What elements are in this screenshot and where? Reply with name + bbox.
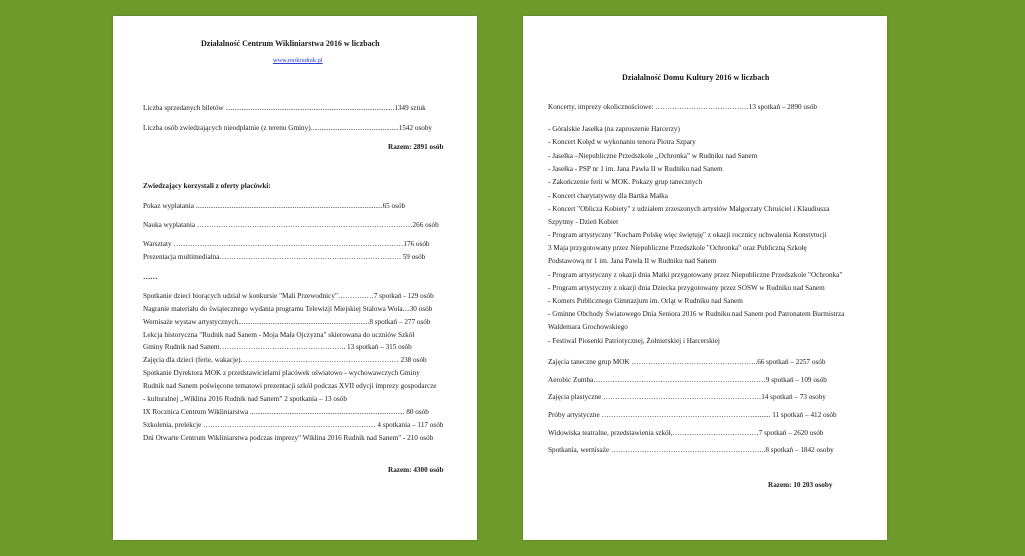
list-item: - Koncert "Oblicza Kobiety" z udziałem zrzeszonych artystów Małgorzaty Chruściel i Klaudiusza <box>548 205 830 213</box>
page-title: Działalność Centrum Wikliniarstwa 2016 w liczbach <box>201 39 380 48</box>
list-item: Szpytmy - Dzień Kobiet <box>548 218 619 226</box>
text-line: Gminy Rudnik nad Sanem…………………………………………….. 13 spotkań – 315 osób <box>143 343 412 351</box>
text-line: Wernisaże wystaw artystycznych.........................................................................8 spotkań – 277 osób <box>143 318 431 326</box>
list-item: - Gminne Obchody Światowego Dnia Seniora 2016 w Rudniku nad Sanem pod Patronatem Burmistrza <box>548 310 845 318</box>
text-line: Prezentacja multimedialna…………………………………………………………………. 59 osób <box>143 253 426 261</box>
document-page-left <box>113 16 477 540</box>
section-heading: Zwiedzający korzystali z oferty placówki: <box>143 182 271 190</box>
text-line: Zajęcia taneczne grup MOK ……………………………………………..66 spotkań – 2257 osób <box>548 358 826 366</box>
total-line: Razem: 4300 osób <box>388 466 444 474</box>
text-line: Spotkania, wernisaże ………………………………………………………..8 spotkań – 1842 osoby <box>548 446 834 454</box>
list-item: Podstawową nr 1 im. Jana Pawła II w Rudniku nad Sanem <box>548 257 717 265</box>
page-title: Działalność Domu Kultury 2016 w liczbach <box>622 73 770 82</box>
total-line: Razem: 2891 osób <box>388 143 444 151</box>
list-item: - Koncert Kolęd w wykonaniu tenora Piotra Szpary <box>548 138 696 146</box>
website-link[interactable]: www.mokrudnik.pl <box>273 57 323 64</box>
list-item: 3 Maja przygotowany przez Niepubliczne Przedszkole "Ochronka" oraz Publiczną Szkołę <box>548 244 807 252</box>
list-item: - Program artystyczny z okazji dnia Dziecka przygotowany przez SOSW w Rudniku nad Sanem <box>548 284 825 292</box>
text-line: Liczba sprzedanych biletów ..............................................................................................1349 sztuk <box>143 104 426 112</box>
list-item: - Jasełka –Niepubliczne Przedszkole ,,Ochronka” w Rudniku nad Sanem <box>548 152 758 160</box>
list-item: - Jasełka - PSP nr 1 im. Jana Pawła II w Rudniku nad Sanem <box>548 165 723 173</box>
list-item: - Zakończenie ferii w MOK. Pokazy grup tanecznych <box>548 178 703 186</box>
list-item: - Komers Publicznego Gimnazjum im. Orląt w Rudniku nad Sanem <box>548 297 743 305</box>
text-line: Pokaz wyplatania ........................................................................................................65 osób <box>143 202 406 210</box>
list-item: Waldemara Grochowskiego <box>548 323 628 331</box>
text-line: Warsztaty ……………………………………………………………………………………176 osób <box>143 240 430 248</box>
document-page-right <box>523 16 887 540</box>
list-item: - Festiwal Piosenki Patriotycznej, Żołnierskiej i Harcerskiej <box>548 337 720 345</box>
list-item: - Koncert charytatywny dla Bartka Małka <box>548 192 668 200</box>
text-line: Rudnik nad Sanem poświęcone tematowi prezentacji szkół podczas XVII edycji imprezy gospodarcze <box>143 382 437 390</box>
text-line: Zajęcia plastyczne …………………………………………………………14 spotkań – 73 osoby <box>548 393 826 401</box>
text-line: Nauka wyplatania ………………………………………………………………………………266 osób <box>143 221 439 229</box>
text-line: Lekcja historyczna "Rudnik nad Sanem - Moja Mała Ojczyzna" skierowana do uczniów Szkół <box>143 331 415 339</box>
text-line: IX Rocznica Centrum Wikliniarstwa ...................................................................................... 80 osób <box>143 408 429 416</box>
text-line: Spotkanie Dyrektora MOK z przedstawicielami placówek oświatowo - wychowawczych Gminy <box>143 369 420 377</box>
list-item: - Góralskie Jasełka (na zaproszenie Harcerzy) <box>548 125 680 133</box>
text-line: Zajęcia dla dzieci (ferie, wakacje)………………………………………………………… 238 osób <box>143 356 427 364</box>
text-line: - kulturalnej ,,Wiklina 2016 Rudnik nad Sanem” 2 spotkania – 13 osób <box>143 395 347 403</box>
text-line: Spotkanie dzieci biorących udział w konkursie "Mali Przewodnicy"……………7 spotkań - 129 osób <box>143 292 434 300</box>
list-item: - Program artystyczny z okazji dnia Matki przygotowany przez Niepubliczne Przedszkole "Ochronka" <box>548 271 843 279</box>
text-line: Próby artystyczne ……………………………………………………….......... 11 spotkań – 412 osób <box>548 411 837 419</box>
text-line: Nagranie materiału do świątecznego wydania programu Telewizji Miejskiej Stalowa Wola....30 osób <box>143 305 433 313</box>
text-line: Liczba osób zwiedzających nieodpłatnie (z terenu Gminy).................................................1542 osoby <box>143 124 433 132</box>
ellipsis-line: …… <box>143 273 158 281</box>
text-line: Dni Otwarte Centrum Wikliniarstwa podczas imprezy" Wiklina 2016 Rudnik nad Sanem" - 210 osób <box>143 434 434 442</box>
text-line: Widowiska teatralne, przedstawienia szkół,………………………………7 spotkań – 2620 osób <box>548 429 824 437</box>
total-line: Razem: 10 203 osoby <box>768 481 833 489</box>
text-line: Koncerty, imprezy okolicznościowe: …………………………………13 spotkań – 2890 osób <box>548 103 818 111</box>
text-line: Aerobic Zumba………………………………………………………………9 spotkań – 109 osób <box>548 376 827 384</box>
list-item: - Program artystyczny "Kocham Polskę więc świętuję" z okazji rocznicy uchwalenia Konstytucji <box>548 231 827 239</box>
text-line: Szkolenia, prelekcje ……………………………………………………………… 4 spotkania – 117 osób <box>143 421 444 429</box>
